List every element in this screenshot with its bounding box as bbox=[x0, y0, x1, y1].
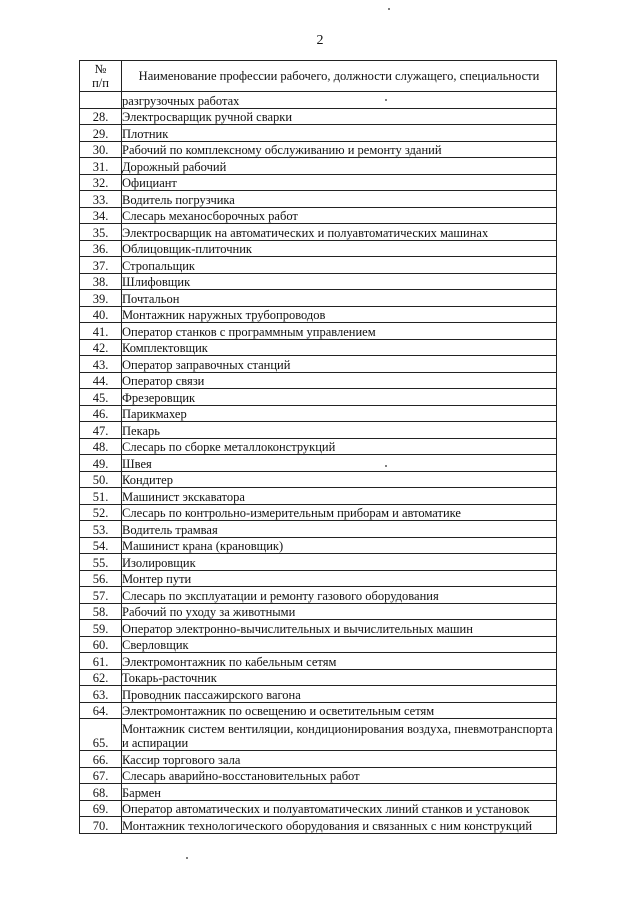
row-number: 49. bbox=[80, 455, 122, 472]
profession-name: Официант bbox=[122, 174, 557, 191]
page-number: 2 bbox=[316, 33, 324, 48]
profession-name: Комплектовщик bbox=[122, 339, 557, 356]
table-row bbox=[80, 273, 557, 290]
profession-name: Парикмахер bbox=[122, 405, 557, 422]
profession-name: Монтажник технологического оборудования и связанных с ним конструкций bbox=[122, 817, 557, 834]
column-header-name: Наименование профессии рабочего, должности служащего, специальности bbox=[122, 61, 557, 92]
profession-name: Шлифовщик bbox=[122, 273, 557, 290]
table-row bbox=[80, 521, 557, 538]
profession-name: Слесарь по контрольно-измерительным приборам и автоматике bbox=[122, 504, 557, 521]
row-number: 54. bbox=[80, 537, 122, 554]
table-row bbox=[80, 767, 557, 784]
row-number: 40. bbox=[80, 306, 122, 323]
row-number: 57. bbox=[80, 587, 122, 604]
table-row bbox=[80, 488, 557, 505]
row-number: 60. bbox=[80, 636, 122, 653]
profession-name: Фрезеровщик bbox=[122, 389, 557, 406]
profession-name: Изолировщик bbox=[122, 554, 557, 571]
row-number: 29. bbox=[80, 125, 122, 142]
row-number: 63. bbox=[80, 686, 122, 703]
profession-name: Стропальщик bbox=[122, 257, 557, 274]
table-row bbox=[80, 339, 557, 356]
table-row bbox=[80, 125, 557, 142]
table-row bbox=[80, 587, 557, 604]
profession-name: Монтажник наружных трубопроводов bbox=[122, 306, 557, 323]
table-row bbox=[80, 636, 557, 653]
table-row bbox=[80, 372, 557, 389]
table-body bbox=[80, 92, 557, 834]
profession-name: Дорожный рабочий bbox=[122, 158, 557, 175]
row-number: 35. bbox=[80, 224, 122, 241]
profession-name: Оператор станков с программным управлением bbox=[122, 323, 557, 340]
row-number: 42. bbox=[80, 339, 122, 356]
table-row bbox=[80, 389, 557, 406]
row-number: 70. bbox=[80, 817, 122, 834]
profession-name: Электромонтажник по освещению и осветительным сетям bbox=[122, 702, 557, 719]
table-row bbox=[80, 207, 557, 224]
row-number: 39. bbox=[80, 290, 122, 307]
row-number: 62. bbox=[80, 669, 122, 686]
profession-name: Оператор заправочных станций bbox=[122, 356, 557, 373]
profession-name: Оператор электронно-вычислительных и вычислительных машин bbox=[122, 620, 557, 637]
scan-speck bbox=[385, 99, 387, 101]
row-number: 67. bbox=[80, 767, 122, 784]
profession-name: Кондитер bbox=[122, 471, 557, 488]
scan-speck bbox=[388, 8, 390, 10]
profession-name: Водитель погрузчика bbox=[122, 191, 557, 208]
row-number: 64. bbox=[80, 702, 122, 719]
profession-name: разгрузочных работах bbox=[122, 92, 557, 109]
row-number: 28. bbox=[80, 108, 122, 125]
profession-name: Бармен bbox=[122, 784, 557, 801]
scan-speck bbox=[385, 465, 387, 467]
row-number: 44. bbox=[80, 372, 122, 389]
table-row bbox=[80, 653, 557, 670]
profession-name: Водитель трамвая bbox=[122, 521, 557, 538]
row-number: 69. bbox=[80, 800, 122, 817]
table-row bbox=[80, 92, 557, 109]
table-row bbox=[80, 784, 557, 801]
table-row bbox=[80, 719, 557, 751]
column-header-number-abbr: п/п bbox=[92, 76, 109, 90]
profession-name: Пекарь bbox=[122, 422, 557, 439]
profession-name: Электросварщик ручной сварки bbox=[122, 108, 557, 125]
row-number: 46. bbox=[80, 405, 122, 422]
row-number: 51. bbox=[80, 488, 122, 505]
table-header-row bbox=[80, 61, 557, 92]
table-row bbox=[80, 323, 557, 340]
row-number: 55. bbox=[80, 554, 122, 571]
profession-name: Слесарь по эксплуатации и ремонту газового оборудования bbox=[122, 587, 557, 604]
profession-name: Монтажник систем вентиляции, кондиционирования воздуха, пневмотранспорта и аспирации bbox=[122, 719, 557, 751]
table-row bbox=[80, 240, 557, 257]
row-number: 41. bbox=[80, 323, 122, 340]
row-number: 65. bbox=[80, 719, 122, 751]
row-number: 36. bbox=[80, 240, 122, 257]
row-number: 53. bbox=[80, 521, 122, 538]
row-number: 30. bbox=[80, 141, 122, 158]
table-row bbox=[80, 817, 557, 834]
row-number: 31. bbox=[80, 158, 122, 175]
scan-speck bbox=[186, 857, 188, 859]
table-row bbox=[80, 603, 557, 620]
table-row bbox=[80, 504, 557, 521]
row-number: 58. bbox=[80, 603, 122, 620]
profession-name: Машинист крана (крановщик) bbox=[122, 537, 557, 554]
profession-name: Почтальон bbox=[122, 290, 557, 307]
row-number: 32. bbox=[80, 174, 122, 191]
row-number: 52. bbox=[80, 504, 122, 521]
table-row bbox=[80, 422, 557, 439]
profession-name: Сверловщик bbox=[122, 636, 557, 653]
table-row bbox=[80, 751, 557, 768]
row-number bbox=[80, 92, 122, 109]
row-number: 56. bbox=[80, 570, 122, 587]
row-number: 34. bbox=[80, 207, 122, 224]
profession-name: Кассир торгового зала bbox=[122, 751, 557, 768]
table-row bbox=[80, 669, 557, 686]
row-number: 66. bbox=[80, 751, 122, 768]
table-row bbox=[80, 702, 557, 719]
row-number: 59. bbox=[80, 620, 122, 637]
profession-name: Монтер пути bbox=[122, 570, 557, 587]
column-header-number bbox=[80, 61, 122, 92]
table-row bbox=[80, 191, 557, 208]
table-row bbox=[80, 141, 557, 158]
table-row bbox=[80, 257, 557, 274]
table-row bbox=[80, 554, 557, 571]
profession-name: Слесарь по сборке металлоконструкций bbox=[122, 438, 557, 455]
profession-name: Машинист экскаватора bbox=[122, 488, 557, 505]
profession-name: Электросварщик на автоматических и полуавтоматических машинах bbox=[122, 224, 557, 241]
profession-name: Проводник пассажирского вагона bbox=[122, 686, 557, 703]
table-row bbox=[80, 405, 557, 422]
table-row bbox=[80, 570, 557, 587]
row-number: 47. bbox=[80, 422, 122, 439]
profession-name: Слесарь механосборочных работ bbox=[122, 207, 557, 224]
profession-name: Токарь-расточник bbox=[122, 669, 557, 686]
row-number: 68. bbox=[80, 784, 122, 801]
row-number: 37. bbox=[80, 257, 122, 274]
profession-name: Электромонтажник по кабельным сетям bbox=[122, 653, 557, 670]
table-row bbox=[80, 158, 557, 175]
table-row bbox=[80, 620, 557, 637]
table-row bbox=[80, 174, 557, 191]
profession-name: Оператор связи bbox=[122, 372, 557, 389]
row-number: 43. bbox=[80, 356, 122, 373]
table-row bbox=[80, 455, 557, 472]
table-row bbox=[80, 800, 557, 817]
table-row bbox=[80, 108, 557, 125]
professions-table bbox=[79, 60, 557, 834]
table-row bbox=[80, 471, 557, 488]
table-row bbox=[80, 224, 557, 241]
profession-name: Рабочий по комплексному обслуживанию и ремонту зданий bbox=[122, 141, 557, 158]
table-row bbox=[80, 290, 557, 307]
table-row bbox=[80, 306, 557, 323]
profession-name: Швея bbox=[122, 455, 557, 472]
profession-name: Рабочий по уходу за животными bbox=[122, 603, 557, 620]
row-number: 45. bbox=[80, 389, 122, 406]
row-number: 61. bbox=[80, 653, 122, 670]
profession-name: Оператор автоматических и полуавтоматических линий станков и установок bbox=[122, 800, 557, 817]
profession-name: Облицовщик-плиточник bbox=[122, 240, 557, 257]
row-number: 50. bbox=[80, 471, 122, 488]
table-row bbox=[80, 686, 557, 703]
row-number: 38. bbox=[80, 273, 122, 290]
table-row bbox=[80, 356, 557, 373]
row-number: 33. bbox=[80, 191, 122, 208]
column-header-number-symbol: № bbox=[94, 62, 107, 76]
table-row bbox=[80, 537, 557, 554]
table-row bbox=[80, 438, 557, 455]
profession-name: Слесарь аварийно-восстановительных работ bbox=[122, 767, 557, 784]
profession-name: Плотник bbox=[122, 125, 557, 142]
row-number: 48. bbox=[80, 438, 122, 455]
